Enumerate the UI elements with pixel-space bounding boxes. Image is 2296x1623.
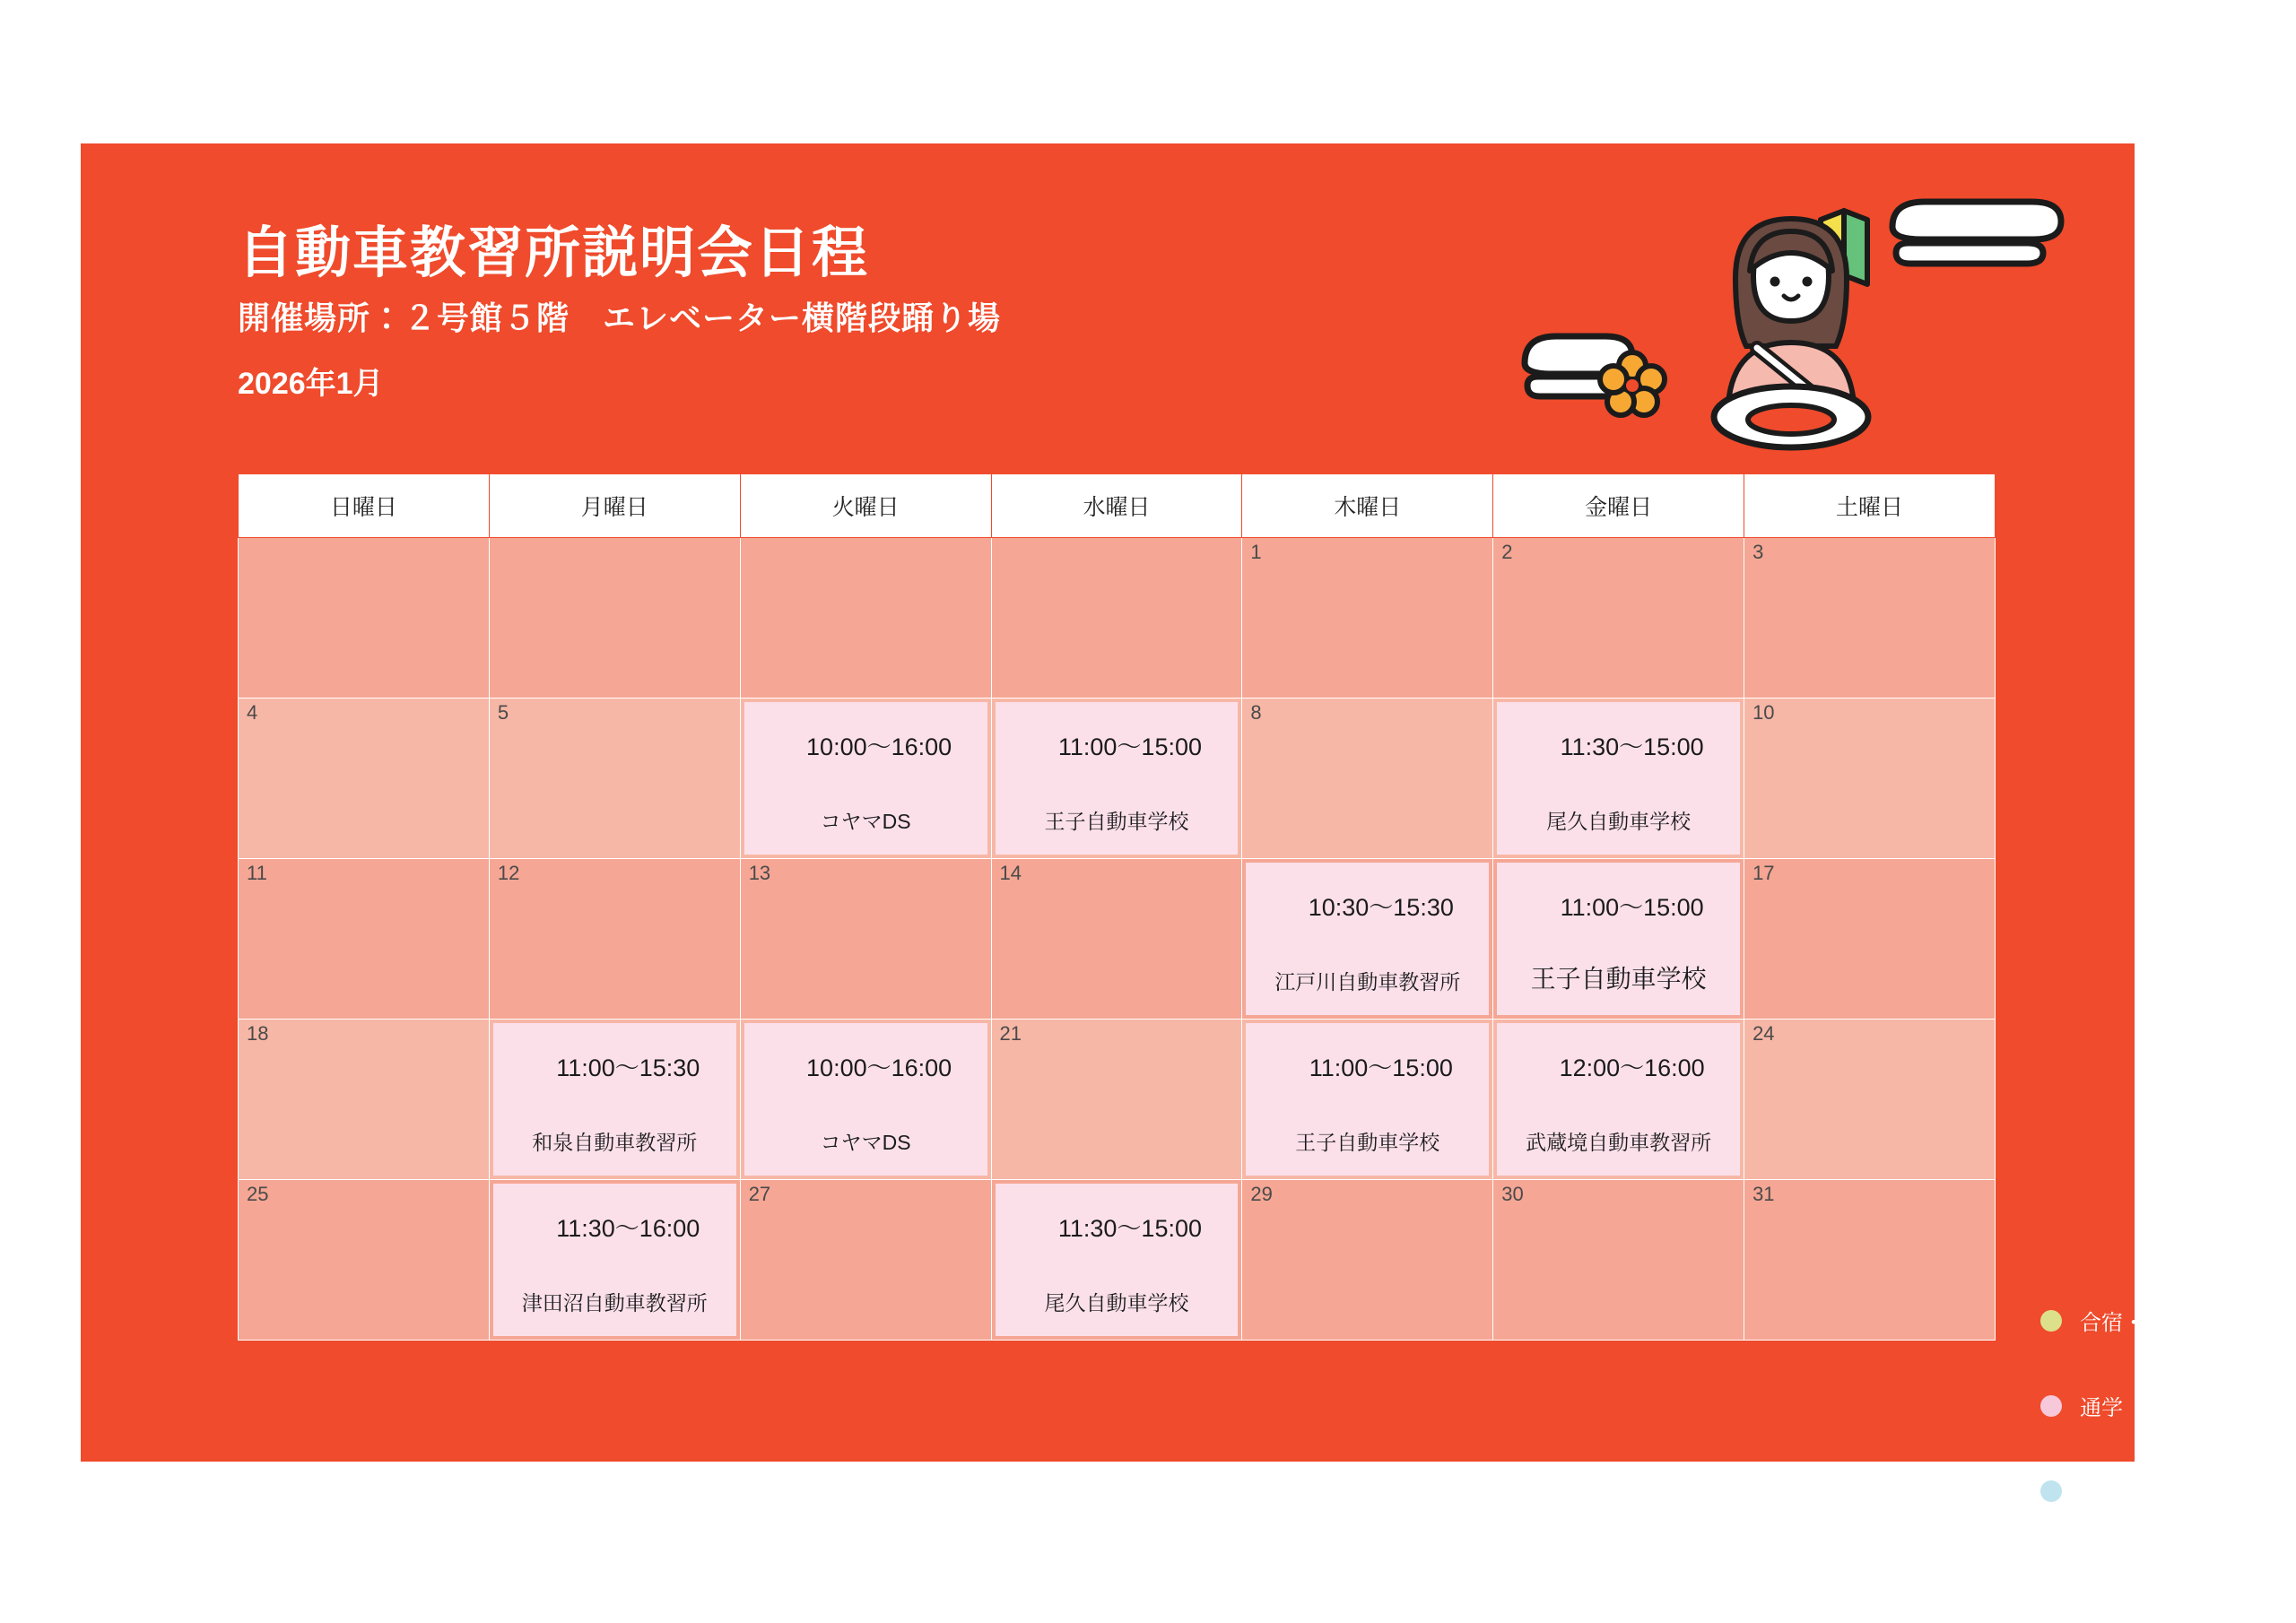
calendar-empty-cell (991, 538, 1242, 699)
calendar-day-cell (1744, 538, 1996, 699)
day-number: 11 (247, 862, 267, 884)
calendar-week-row (239, 859, 1996, 1020)
event-time: 11:00〜15:00 (1057, 733, 1203, 760)
calendar-day-cell[interactable] (740, 1020, 991, 1180)
event-time: 12:00〜16:00 (1559, 1055, 1705, 1081)
event-time: 11:30〜15:00 (1560, 733, 1704, 760)
calendar-week-row (239, 1180, 1996, 1341)
event-school: 和泉自動車教習所 (532, 1131, 698, 1154)
event-time: 11:30〜15:00 (1057, 1215, 1203, 1242)
calendar-day-cell (239, 1180, 490, 1341)
event-school: 尾久自動車学校 (1044, 1291, 1189, 1315)
girl-driving-icon (1714, 219, 1868, 447)
calendar-week-row (239, 699, 1996, 859)
event-school: 王子自動車学校 (1044, 810, 1189, 833)
poster-header (238, 224, 1583, 403)
event-time: 11:30〜16:00 (556, 1215, 700, 1242)
legend-label-gasshuku-tsugaku: 合宿・通学 (2080, 1311, 2187, 1335)
event-time: 11:00〜15:00 (1560, 894, 1704, 921)
weekday-header-mon: 月曜日 (489, 474, 740, 538)
event-school: コヤマDS (820, 1131, 911, 1154)
weekday-header-wed: 水曜日 (991, 474, 1242, 538)
calendar-day-cell (991, 859, 1242, 1020)
calendar-week-row (239, 538, 1996, 699)
calendar-day-cell (1242, 1180, 1493, 1341)
event-school: 武蔵境自動車教習所 (1526, 1131, 1712, 1154)
driver-illustration (1507, 193, 2135, 453)
event-block[interactable] (1497, 1023, 1740, 1176)
day-number: 3 (1752, 541, 1764, 563)
day-number: 30 (1501, 1183, 1524, 1205)
event-block[interactable] (996, 702, 1239, 855)
calendar-empty-cell (740, 538, 991, 699)
day-number: 2 (1501, 541, 1513, 563)
day-number: 4 (247, 701, 258, 724)
event-block[interactable] (493, 1184, 736, 1336)
event-time: 10:00〜16:00 (806, 1055, 952, 1081)
calendar-day-cell (1493, 1180, 1744, 1341)
calendar-day-cell (1242, 699, 1493, 859)
calendar-day-cell (1744, 1020, 1996, 1180)
event-school: コヤマDS (820, 810, 911, 833)
calendar-day-cell (1242, 538, 1493, 699)
calendar-day-cell (1744, 699, 1996, 859)
day-number: 29 (1250, 1183, 1273, 1205)
calendar-day-cell (740, 859, 991, 1020)
calendar-day-cell (1744, 859, 1996, 1020)
event-time: 10:00〜16:00 (806, 733, 952, 760)
legend (2040, 1305, 2296, 1560)
weekday-header-thu: 木曜日 (1242, 474, 1493, 538)
event-block[interactable] (1246, 1023, 1489, 1176)
event-school: 王子自動車学校 (1295, 1131, 1440, 1154)
day-number: 5 (497, 701, 509, 724)
calendar-day-cell[interactable] (991, 699, 1242, 859)
weekday-header-tue: 火曜日 (740, 474, 991, 538)
day-number: 25 (247, 1183, 269, 1205)
event-school: 尾久自動車学校 (1546, 810, 1692, 833)
day-number: 21 (999, 1022, 1022, 1045)
event-block[interactable] (1497, 702, 1740, 855)
schedule-calendar (238, 473, 1996, 1341)
day-number: 12 (497, 862, 520, 884)
page-title: 自動車教習所説明会日程 (238, 222, 870, 284)
calendar-day-cell[interactable] (740, 699, 991, 859)
calendar-day-cell (489, 859, 740, 1020)
event-time: 11:00〜15:30 (556, 1055, 700, 1081)
day-number: 10 (1752, 701, 1775, 724)
venue-subtitle: 開催場所：２号館５階 エレベーター横階段踊り場 (238, 299, 1002, 337)
poster-background (81, 143, 2187, 1506)
calendar-header-row (239, 474, 1996, 538)
calendar-day-cell (1493, 538, 1744, 699)
calendar-day-cell[interactable] (489, 1020, 740, 1180)
legend-item-gasshuku (2040, 1475, 2296, 1506)
calendar-empty-cell (239, 538, 490, 699)
day-number: 14 (999, 862, 1022, 884)
calendar-day-cell (239, 699, 490, 859)
day-number: 1 (1250, 541, 1262, 563)
day-number: 31 (1752, 1183, 1775, 1205)
event-school: 江戸川自動車教習所 (1274, 970, 1461, 994)
day-number: 13 (748, 862, 771, 884)
calendar-day-cell[interactable] (489, 1180, 740, 1341)
calendar-day-cell (991, 1020, 1242, 1180)
calendar-day-cell (740, 1180, 991, 1341)
event-school: 王子自動車学校 (1530, 965, 1707, 993)
legend-dot-icon (2040, 1395, 2062, 1417)
calendar-day-cell[interactable] (1493, 1020, 1744, 1180)
calendar-empty-cell (489, 538, 740, 699)
calendar-day-cell[interactable] (991, 1180, 1242, 1341)
calendar-week-row (239, 1020, 1996, 1180)
calendar-day-cell (489, 699, 740, 859)
event-block[interactable] (744, 1023, 987, 1176)
cloud-icon-2 (1892, 202, 2061, 264)
weekday-header-sat: 土曜日 (1744, 474, 1996, 538)
month-label: 2026年1月 (238, 367, 384, 402)
event-time: 11:00〜15:00 (1309, 1055, 1453, 1081)
calendar-day-cell[interactable] (1242, 859, 1493, 1020)
weekday-header-fri: 金曜日 (1493, 474, 1744, 538)
legend-item-gasshuku-tsugaku (2040, 1305, 2296, 1336)
legend-dot-icon (2040, 1480, 2062, 1502)
event-block[interactable] (1497, 863, 1740, 1015)
legend-label-tsugaku: 通学 (2080, 1396, 2123, 1420)
legend-label-gasshuku: 合宿 (2080, 1481, 2123, 1506)
day-number: 18 (247, 1022, 269, 1045)
calendar-day-cell[interactable] (1493, 699, 1744, 859)
event-block[interactable] (744, 702, 987, 855)
event-block[interactable] (493, 1023, 736, 1176)
calendar-body (239, 538, 1996, 1341)
calendar-day-cell[interactable] (1242, 1020, 1493, 1180)
event-school: 津田沼自動車教習所 (521, 1291, 708, 1315)
calendar-day-cell (239, 1020, 490, 1180)
day-number: 17 (1752, 862, 1775, 884)
event-block[interactable] (996, 1184, 1239, 1336)
day-number: 24 (1752, 1022, 1775, 1045)
weekday-header-sun: 日曜日 (239, 474, 490, 538)
event-time: 10:30〜15:30 (1308, 894, 1454, 921)
legend-item-tsugaku (2040, 1390, 2296, 1421)
day-number: 8 (1250, 701, 1262, 724)
calendar-day-cell (239, 859, 490, 1020)
event-block[interactable] (1246, 863, 1489, 1015)
calendar-day-cell[interactable] (1493, 859, 1744, 1020)
day-number: 27 (748, 1183, 771, 1205)
legend-dot-icon (2040, 1310, 2062, 1332)
calendar-day-cell (1744, 1180, 1996, 1341)
